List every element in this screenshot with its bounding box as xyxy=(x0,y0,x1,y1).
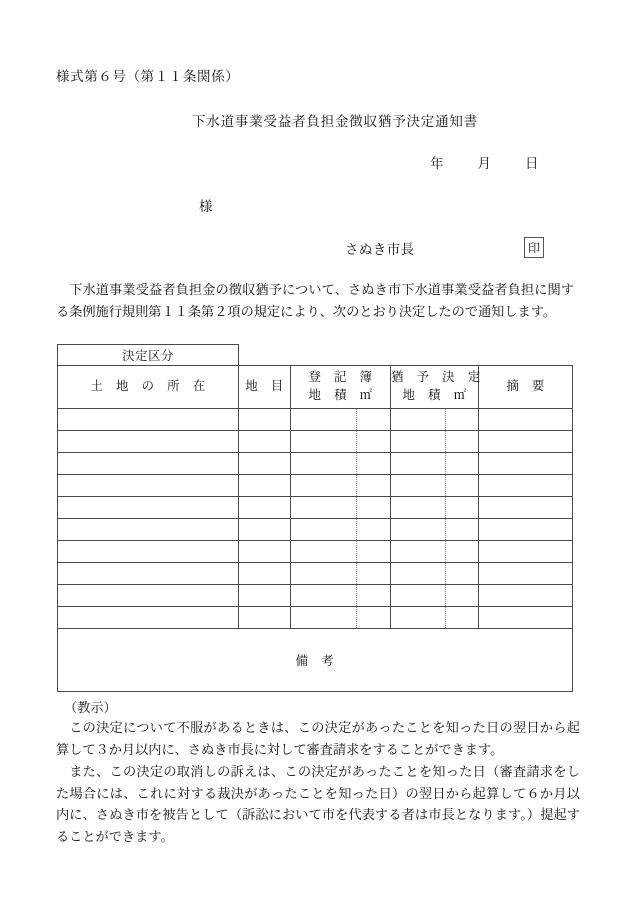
cell-remarks[interactable] xyxy=(479,431,573,453)
table-row xyxy=(58,409,573,431)
seal-stamp-box: 印 xyxy=(524,237,544,258)
cell-deferred-area[interactable] xyxy=(391,431,479,453)
column-header-deferred-area xyxy=(391,366,479,409)
cell-location[interactable] xyxy=(58,585,239,607)
issuer-name: さぬき市長 xyxy=(345,242,415,257)
cell-remarks[interactable] xyxy=(479,585,573,607)
cell-location[interactable] xyxy=(58,453,239,475)
instructions-paragraph-1: この決定について不服があるときは、この決定があったことを知った日の翌日から起算して３か月以内に、さぬき市長に対して審査請求をすることができます。 xyxy=(56,720,580,757)
cell-location[interactable] xyxy=(58,563,239,585)
instructions-heading: （教示） xyxy=(64,700,117,715)
cell-registered-area[interactable] xyxy=(291,453,391,475)
cell-deferred-area[interactable] xyxy=(391,563,479,585)
cell-remarks[interactable] xyxy=(479,475,573,497)
date-day-label: 日 xyxy=(525,156,539,171)
deferred-area-line2: 地 積 ㎡ xyxy=(402,388,467,402)
cell-location[interactable] xyxy=(58,541,239,563)
cell-remarks[interactable] xyxy=(479,453,573,475)
cell-remarks[interactable] xyxy=(479,409,573,431)
cell-deferred-area[interactable] xyxy=(391,497,479,519)
cell-registered-area[interactable] xyxy=(291,431,391,453)
land-details-table xyxy=(57,344,573,692)
table-row xyxy=(58,541,573,563)
table-row xyxy=(58,607,573,629)
cell-location[interactable] xyxy=(58,431,239,453)
cell-remarks[interactable] xyxy=(479,607,573,629)
cell-land-category[interactable] xyxy=(239,409,291,431)
cell-land-category[interactable] xyxy=(239,563,291,585)
cell-deferred-area[interactable] xyxy=(391,453,479,475)
cell-remarks[interactable] xyxy=(479,519,573,541)
table-row xyxy=(58,519,573,541)
document-title: 下水道事業受益者負担金徴収猶予決定通知書 xyxy=(192,114,478,129)
cell-registered-area[interactable] xyxy=(291,563,391,585)
cell-deferred-area[interactable] xyxy=(391,519,479,541)
cell-deferred-area[interactable] xyxy=(391,475,479,497)
table-row xyxy=(58,497,573,519)
cell-registered-area[interactable] xyxy=(291,541,391,563)
cell-deferred-area[interactable] xyxy=(391,409,479,431)
body-paragraph: 下水道事業受益者負担金の徴収猶予について、さぬき市下水道事業受益者負担に関する条例施行規則第１１条第２項の規定により、次のとおり決定したので通知します。 xyxy=(56,282,574,319)
decision-category-value[interactable] xyxy=(239,345,573,366)
deferred-area-line1: 猶 予 決 定 xyxy=(391,370,481,385)
date-line xyxy=(430,152,539,172)
table-header-row xyxy=(58,366,573,409)
table-row xyxy=(58,475,573,497)
cell-land-category[interactable] xyxy=(239,607,291,629)
cell-land-category[interactable] xyxy=(239,585,291,607)
decision-category-label: 決定区分 xyxy=(58,345,239,366)
cell-land-category[interactable] xyxy=(239,541,291,563)
cell-registered-area[interactable] xyxy=(291,607,391,629)
table-row xyxy=(58,431,573,453)
cell-location[interactable] xyxy=(58,497,239,519)
cell-location[interactable] xyxy=(58,607,239,629)
date-year-label: 年 xyxy=(430,156,444,171)
column-header-land-category: 地 目 xyxy=(239,366,291,409)
cell-registered-area[interactable] xyxy=(291,585,391,607)
registered-area-line1: 登 記 簿 xyxy=(308,370,373,385)
cell-registered-area[interactable] xyxy=(291,409,391,431)
cell-land-category[interactable] xyxy=(239,519,291,541)
cell-location[interactable] xyxy=(58,519,239,541)
cell-remarks[interactable] xyxy=(479,541,573,563)
table-row xyxy=(58,453,573,475)
table-row-decision-category xyxy=(58,345,573,366)
cell-land-category[interactable] xyxy=(239,497,291,519)
cell-registered-area[interactable] xyxy=(291,497,391,519)
cell-deferred-area[interactable] xyxy=(391,541,479,563)
column-header-remarks: 摘 要 xyxy=(479,366,573,409)
cell-registered-area[interactable] xyxy=(291,519,391,541)
cell-deferred-area[interactable] xyxy=(391,585,479,607)
cell-land-category[interactable] xyxy=(239,453,291,475)
form-number: 様式第６号（第１１条関係） xyxy=(56,69,240,84)
cell-location[interactable] xyxy=(58,475,239,497)
instructions-paragraph-2: また、この決定の取消しの訴えは、この決定があったことを知った日（審査請求をした場合には、これに対する裁決があったことを知った日）の翌日から起算して６か月以内に、さぬき市を被告として（訴訟において市を代表する者は市長となります。）提起することができます。 xyxy=(56,764,580,844)
table-row xyxy=(58,585,573,607)
registered-area-line2: 地 積 ㎡ xyxy=(308,388,373,402)
cell-land-category[interactable] xyxy=(239,475,291,497)
column-header-location: 土 地 の 所 在 xyxy=(58,366,239,409)
cell-remarks[interactable] xyxy=(479,497,573,519)
date-month-label: 月 xyxy=(477,156,491,171)
addressee-honorific: 様 xyxy=(199,199,213,214)
cell-registered-area[interactable] xyxy=(291,475,391,497)
cell-remarks[interactable] xyxy=(479,563,573,585)
cell-land-category[interactable] xyxy=(239,431,291,453)
remarks-label[interactable]: 備 考 xyxy=(58,629,573,692)
table-row-remarks xyxy=(58,629,573,692)
column-header-registered-area xyxy=(291,366,391,409)
table-row xyxy=(58,563,573,585)
cell-deferred-area[interactable] xyxy=(391,607,479,629)
cell-location[interactable] xyxy=(58,409,239,431)
